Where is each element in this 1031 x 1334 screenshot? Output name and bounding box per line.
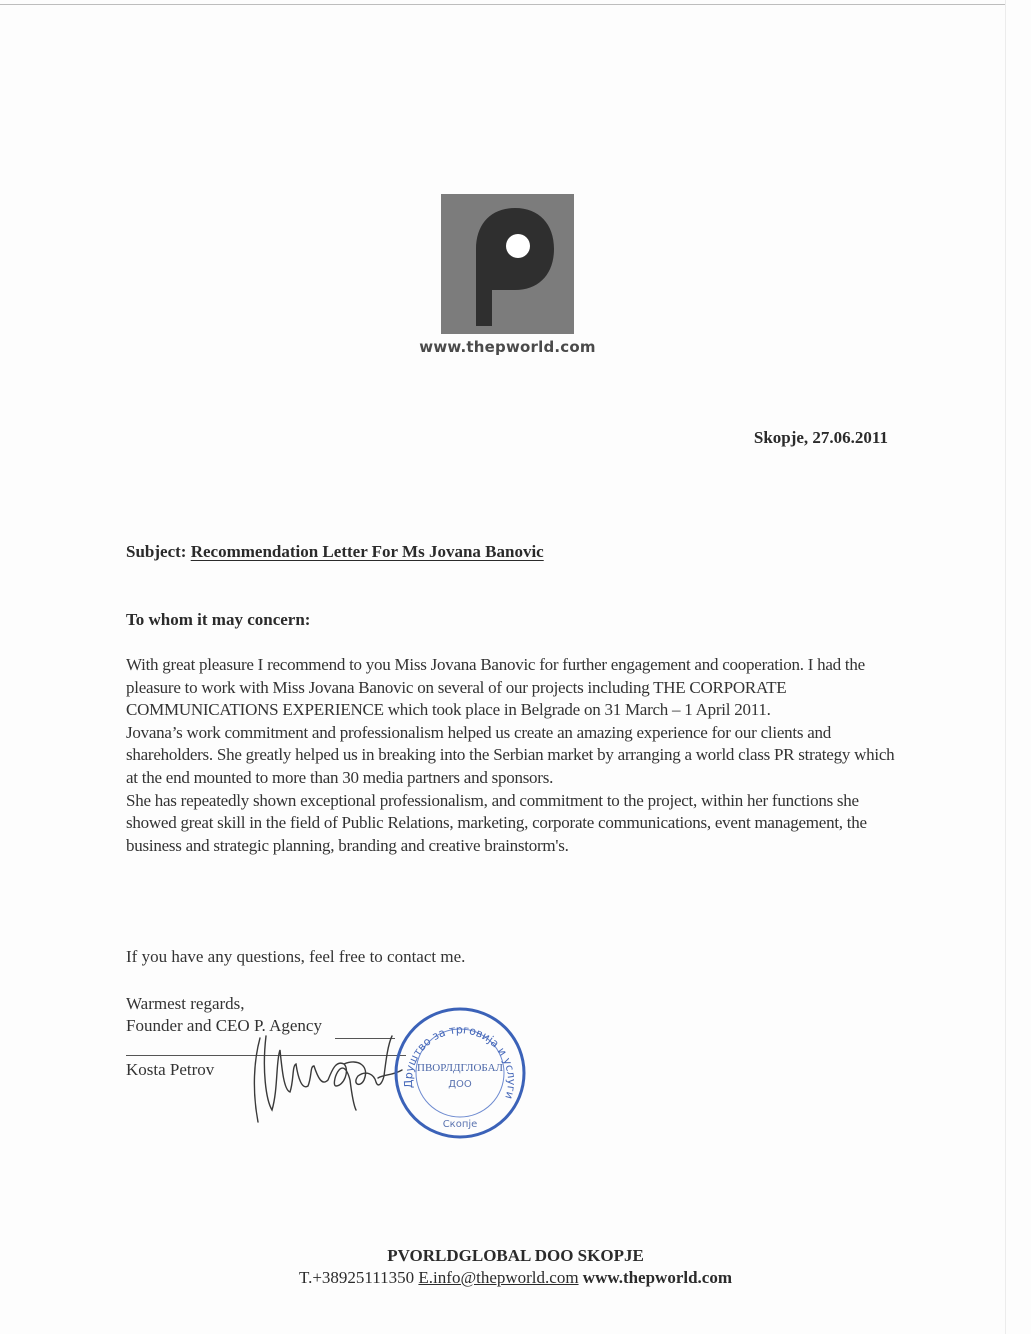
footer-website-link[interactable]: www.thepworld.com [582, 1268, 733, 1287]
company-stamp-icon [392, 1005, 528, 1141]
closing-line: If you have any questions, feel free to contact me. [126, 947, 466, 966]
footer-email-link[interactable]: E.info@thepworld.com [418, 1268, 579, 1287]
handwritten-signature-icon [232, 1030, 412, 1130]
footer-company-name: PVORLDGLOBAL DOO SKOPJE [387, 1246, 644, 1265]
regards-text: Warmest regards, [126, 994, 245, 1013]
svg-text:ДОО: ДОО [448, 1079, 472, 1090]
date-line: Skopje, 27.06.2011 [753, 428, 888, 447]
letter-body [126, 654, 906, 857]
p-letter-logo-icon [441, 194, 574, 334]
subject-text: Recommendation Letter For Ms Jovana Banovic [190, 542, 544, 561]
body-paragraph: With great pleasure I recommend to you Miss Jovana Banovic for further engagement and cooperation. I had the pleasure to work with Miss Jovana Banovic on several of our projects including THE CORPORATE COMMUNICATIONS EXPERIENCE which took place in Belgrade on 31 March – 1 April 2011. [126, 655, 865, 720]
svg-text:Друштво за трговија и услуги: Друштво за трговија и услуги [401, 1023, 519, 1101]
body-paragraph: Jovana’s work commitment and professionalism helped us create an amazing experience for our clients and shareholders. She greatly helped us in breaking into the Serbian market by arranging a world class PR strategy which at the end mounted to more than 30 media partners and sponsors. [126, 722, 895, 787]
signatory-name: Kosta Petrov [126, 1060, 215, 1079]
footer-phone: T.+38925111350 [298, 1268, 415, 1287]
subject-label: Subject: [126, 542, 187, 561]
subject-line [126, 542, 544, 562]
footer-contacts [0, 1268, 1031, 1288]
scan-edge-top [0, 4, 1005, 5]
salutation: To whom it may concern: [126, 610, 311, 629]
body-paragraph: She has repeatedly shown exceptional professionalism, and commitment to the project, within her functions she showed great skill in the field of Public Relations, marketing, corporate communications, event management, the business and strategic planning, branding and creative brainstorm's. [126, 790, 867, 855]
signatory-title: Founder and CEO P. Agency [126, 1016, 322, 1035]
scan-edge-right [1005, 0, 1006, 1334]
svg-text:Скопје: Скопје [442, 1119, 478, 1130]
svg-text:ПВОРЛДГЛОБАЛ: ПВОРЛДГЛОБАЛ [417, 1062, 503, 1074]
logo-website: www.thepworld.com [419, 338, 596, 356]
